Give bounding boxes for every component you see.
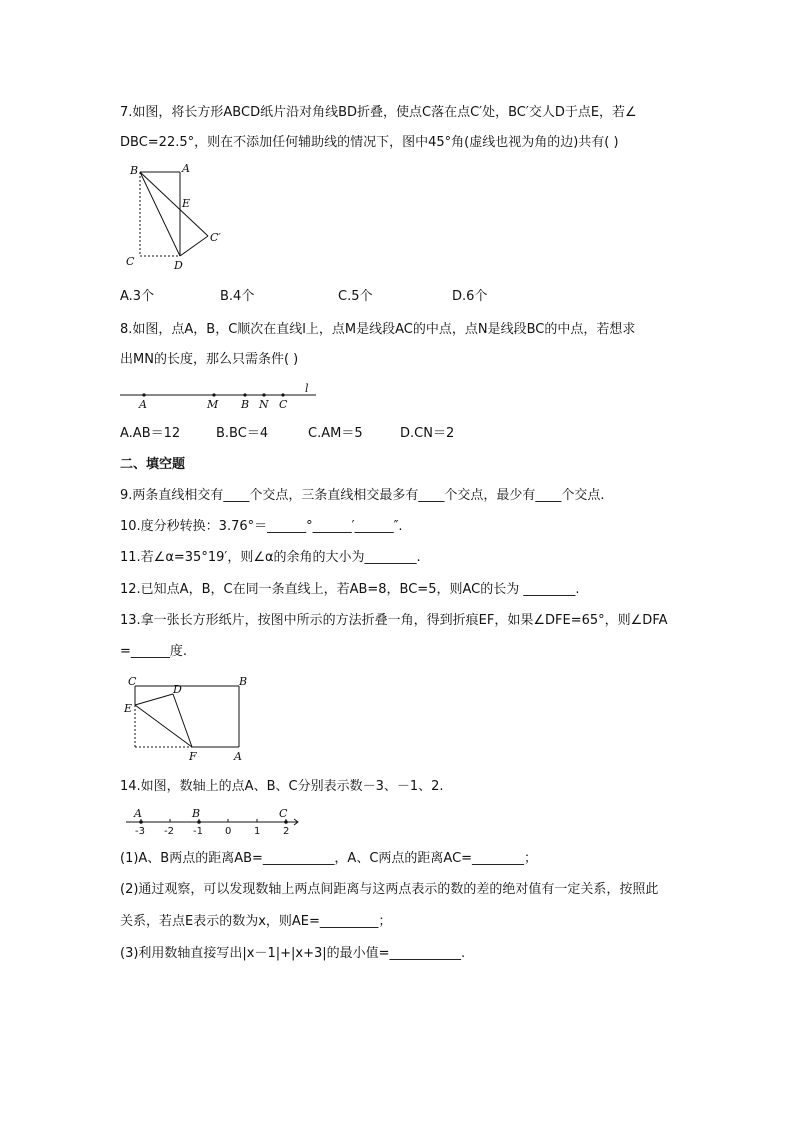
q14-tick-label: 2 — [283, 826, 290, 837]
section-heading-fill-in: 二、填空题 — [120, 457, 186, 472]
q8-text-line1: 8.如图，点A，B，C顺次在直线l上，点M是线段AC的中点，点N是线段BC的中点，若想求 — [120, 322, 636, 337]
q7-figure — [118, 158, 238, 274]
q14-part1: (1)A、B两点的距离AB=___________，A、C两点的距离AC=________； — [120, 851, 538, 866]
q10-text: 10.度分秒转换：3.76°＝______°______′______″. — [120, 519, 403, 534]
q13-text-line1: 13.拿一张长方形纸片，按图中所示的方法折叠一角，得到折痕EF，如果∠DFE=65°，则∠DFA — [120, 613, 668, 628]
q7-label-c: C — [126, 255, 135, 268]
q8-figure — [118, 380, 328, 412]
q7-label-b: B — [130, 164, 139, 177]
q8-text-line2: 出MN的长度，那么只需条件( ) — [120, 352, 299, 367]
q8-label-l: l — [305, 382, 309, 395]
q14-tick-label: -1 — [193, 826, 203, 837]
q12-text: 12.已知点A，B，C在同一条直线上，若AB=8，BC=5，则AC的长为 ________. — [120, 582, 580, 597]
q13-label-a: A — [234, 750, 242, 763]
q11-text: 11.若∠α=35°19′，则∠α的余角的大小为________. — [120, 550, 421, 565]
q13-figure — [118, 672, 253, 764]
q7-label-c-prime: C′ — [210, 231, 221, 244]
q14-point-b: B — [192, 807, 201, 820]
q7-label-d: D — [174, 259, 183, 272]
q7-option-d: D.6个 — [452, 289, 488, 304]
q13-text-line2: =______度. — [120, 644, 188, 659]
q7-text-line2: DBC=22.5°，则在不添加任何辅助线的情况下，图中45°角(虚线也视为角的边)共有( ) — [120, 135, 619, 150]
q8-label-n: N — [259, 398, 269, 411]
q13-label-b: B — [239, 675, 248, 688]
q14-text-line1: 14.如图，数轴上的点A、B、C分别表示数－3、－1、2. — [120, 779, 444, 794]
q13-label-e: E — [124, 702, 133, 715]
q7-option-c: C.5个 — [338, 289, 373, 304]
q14-point-c: C — [279, 807, 288, 820]
q14-tick-label: -2 — [164, 826, 174, 837]
q14-part2-line1: (2)通过观察，可以发现数轴上两点间距离与这两点表示的数的差的绝对值有一定关系，按照此 — [120, 882, 659, 897]
q14-part3: (3)利用数轴直接写出|x－1|+|x+3|的最小值=___________. — [120, 946, 466, 961]
q13-label-f: F — [189, 750, 197, 763]
q8-label-m: M — [207, 398, 219, 411]
q8-option-a: A.AB＝12 — [120, 426, 181, 441]
q8-option-c: C.AM＝5 — [308, 426, 363, 441]
q14-point-a: A — [134, 807, 142, 820]
q9-text: 9.两条直线相交有____个交点，三条直线相交最多有____个交点，最少有____个交点. — [120, 488, 605, 503]
q7-option-b: B.4个 — [220, 289, 255, 304]
q7-text-line1: 7.如图，将长方形ABCD纸片沿对角线BD折叠，使点C落在点C′处，BC′交人D于点E，若∠ — [120, 105, 637, 120]
q13-label-d: D — [173, 683, 182, 696]
q8-option-b: B.BC＝4 — [216, 426, 269, 441]
q8-label-a: A — [139, 398, 147, 411]
q14-tick-label: -3 — [135, 826, 145, 837]
q14-number-line — [118, 806, 303, 838]
q7-option-a: A.3个 — [120, 289, 155, 304]
q8-label-b: B — [241, 398, 250, 411]
q14-tick-label: 0 — [225, 826, 232, 837]
q8-option-d: D.CN＝2 — [400, 426, 455, 441]
q14-part2-line2: 关系，若点E表示的数为x，则AE=_________； — [120, 914, 392, 929]
q14-tick-label: 1 — [254, 826, 261, 837]
q8-label-c: C — [279, 398, 288, 411]
q13-label-c: C — [128, 675, 137, 688]
q7-label-e: E — [182, 197, 191, 210]
q7-label-a: A — [182, 162, 190, 175]
